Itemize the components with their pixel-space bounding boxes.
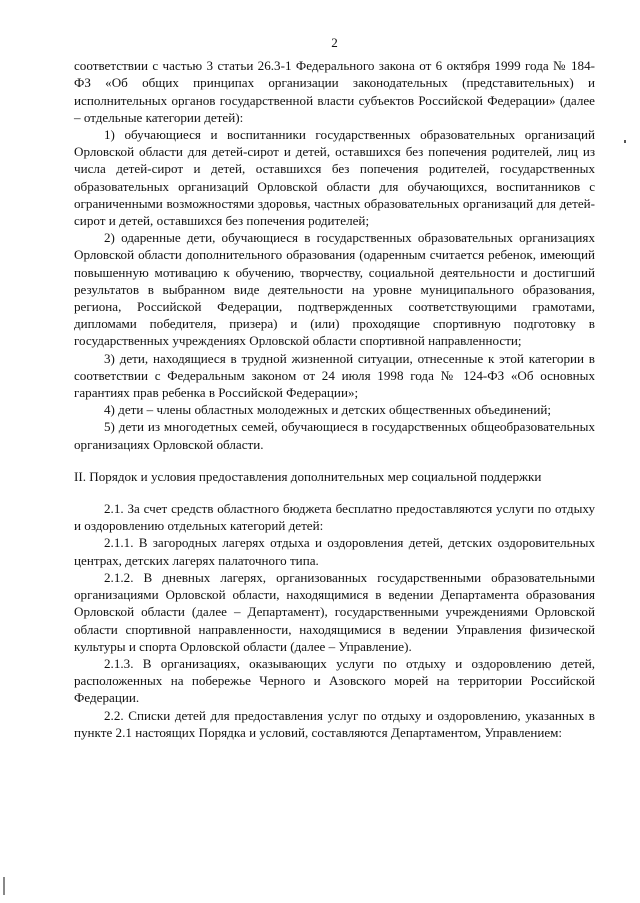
category-item-3: 3) дети, находящиеся в трудной жизненной ситуации, отнесенные к этой категории в соответствии с Федеральным законом от 24 июля 1998 года № 124-ФЗ «Об основных гарантиях прав ребенка в Российской Федерации»; xyxy=(74,350,595,401)
clause-2-1-3: 2.1.3. В организациях, оказывающих услуги по отдыху и оздоровлению детей, расположенных на побережье Черного и Азовского морей на территории Российской Федерации. xyxy=(74,655,595,706)
clause-2-1-1: 2.1.1. В загородных лагерях отдыха и оздоровления детей, детских оздоровительных центрах, детских лагерях палаточного типа. xyxy=(74,535,595,568)
section-heading: II. Порядок и условия предоставления дополнительных мер социальной поддержки xyxy=(74,468,542,484)
clause-2-1: 2.1. За счет средств областного бюджета бесплатно предоставляются услуги по отдыху и оздоровлению отдельных категорий детей: xyxy=(74,501,595,534)
category-item-5: 5) дети из многодетных семей, обучающиеся в государственных общеобразовательных организациях Орловской области. xyxy=(74,419,595,452)
scan-edge-mark xyxy=(3,877,5,895)
category-item-1: 1) обучающиеся и воспитанники государственных образовательных организаций Орловской области для детей-сирот и детей, оставшихся без попечения родителей, лиц из числа детей-сирот и детей, оставшихся без попечения родителей, государственных образовательных организаций Орловской области для обучающихся, воспитанников с ограниченными возможностями здоровья, частных образовательных организаций для детей-сирот и детей, оставшихся без попечения родителей; xyxy=(74,127,595,229)
clause-2-1-2: 2.1.2. В дневных лагерях, организованных государственными образовательными организациями Орловской области, находящимися в ведении Департамента образования Орловской области (далее – Департамент), государственными учреждениями Орловской области спортивной направленности, находящимися в ведении Управления физической культуры и спорта Орловской области (далее – Управление). xyxy=(74,569,595,654)
intro-paragraph: соответствии с частью 3 статьи 26.3-1 Федерального закона от 6 октября 1999 года № 184-ФЗ «Об общих принципах организации законодательных (представительных) и исполнительных органов государственной власти субъектов Российской Федерации» (далее – отдельные категории детей): xyxy=(74,58,595,125)
scan-speck xyxy=(624,140,626,143)
category-item-2: 2) одаренные дети, обучающиеся в государственных образовательных организациях Орловской области дополнительного образования (одаренным считается ребенок, имеющий повышенную мотивацию к обучению, творчеству, социальной деятельности и достигший результатов в выбранном виде деятельности на уровне муниципального образования, региона, Российской Федерации, подтвержденных соответствующими грамотами, дипломами победителя, призера) и (или) проходящие спортивную подготовку в государственных учреждениях Орловской области спортивной направленности; xyxy=(74,230,595,349)
category-item-4: 4) дети – члены областных молодежных и детских общественных объединений; xyxy=(104,402,551,418)
page-number: 2 xyxy=(331,35,338,50)
clause-2-2: 2.2. Списки детей для предоставления услуг по отдыху и оздоровлению, указанных в пункте 2.1 настоящих Порядка и условий, составляются Департаментом, Управлением: xyxy=(74,707,595,740)
document-page xyxy=(74,34,595,741)
